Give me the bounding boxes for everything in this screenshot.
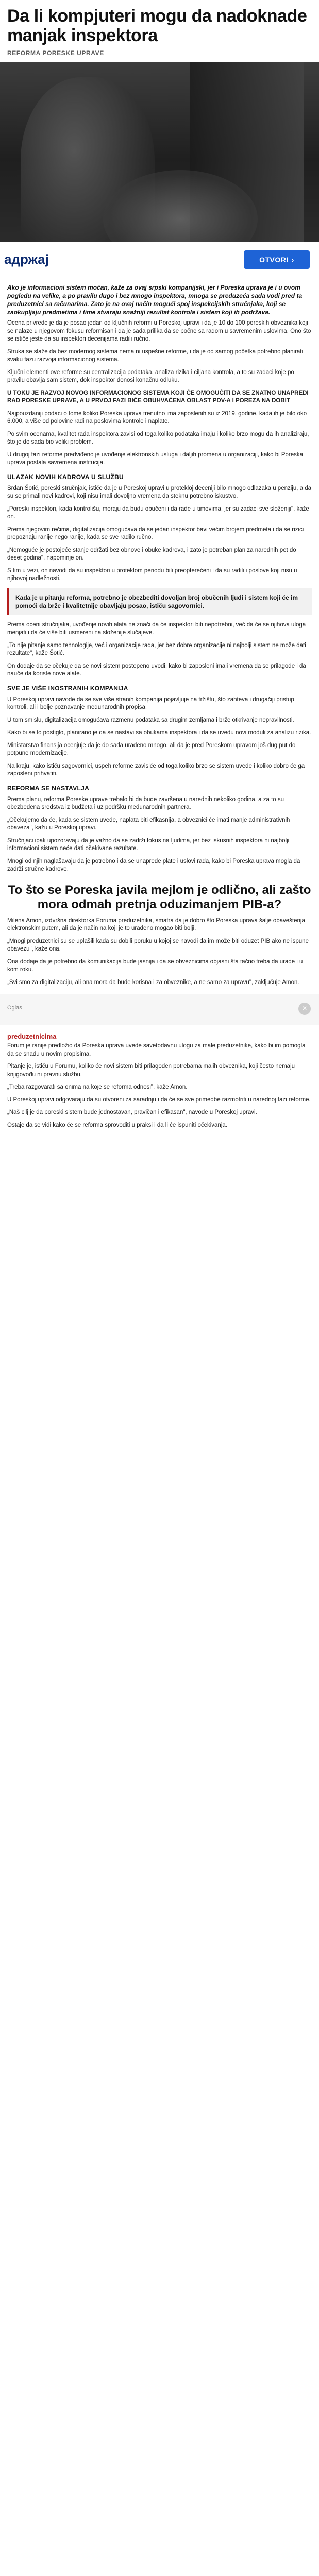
paragraph: U Poreskoj upravi navode da se sve više stranih kompanija pojavljuje na tržištu, što zahteva i drugačiji pristup kontroli, ali i bolje poznavanje međunarodnih propisa. — [7, 696, 294, 710]
hero-image — [0, 62, 319, 278]
paragraph: „Očekujemo da će, kada se sistem uvede, naplata biti efikasnija, a obveznici će imati manje administrativnih obaveza", kažu u Poreskoj upravi. — [7, 817, 290, 831]
article-body — [0, 796, 319, 874]
article-body — [0, 319, 319, 467]
open-ad-button[interactable] — [244, 250, 310, 269]
footer-ad[interactable] — [0, 994, 319, 1025]
paragraph: Ostaje da se vidi kako će se reforma sprovoditi u praksi i da li će ispuniti očekivanja. — [7, 1122, 227, 1128]
paragraph: S tim u vezi, on navodi da su inspektori u proteklom periodu bili preopterećeni i da su radili i poslove koji nisu u njihovoj nadležnosti. — [7, 567, 297, 582]
paragraph: Ona dodaje da je potrebno da komunikacija bude jasnija i da se obveznicima objasni šta tačno treba da urade i u kom roku. — [7, 958, 303, 973]
paragraph: Mnogi od njih naglašavaju da je potrebno i da se unaprede plate i uslovi rada, kako bi Poreska uprava mogla da zadrži stručne kadrove. — [7, 858, 300, 872]
paragraph: Ocena privrede je da je posao jedan od ključnih reformi u Poreskoj upravi i da je 10 do 100 poreskih obveznika koji se nalaze u njegovom fokusu reformisan i da je sada prilika da se počne sa radom u savremenim uslovima. Ono što se ističe jeste da su inspektori decenijama radili ručno. — [7, 320, 311, 342]
paragraph: Pitanje je, ističu u Forumu, koliko će novi sistem biti prilagođen potrebama malih obveznika, koji često nemaju knjigovođu ni pravnu službu. — [7, 1063, 295, 1078]
section-subhead: SVE JE VIŠE INOSTRANIH KOMPANIJA — [7, 684, 128, 692]
paragraph: Na kraju, kako ističu sagovornici, uspeh reforme zavisiće od toga koliko brzo se sistem uvede i koliko dobro će ga zaposleni prihvatiti. — [7, 762, 305, 777]
paragraph: Milena Amon, izdvršna direktorka Foruma preduzetnika, smatra da je dobro što Poreska uprava šalje obaveštenja elektronskim putem, ali da je način na koji je to urađeno mogao biti bolji. — [7, 917, 305, 931]
paragraph: On dodaje da se očekuje da se novi sistem postepeno uvodi, kako bi zaposleni imali vremena da se prilagode i da nauče da koriste nove alate. — [7, 663, 306, 677]
paragraph: Prema oceni stručnjaka, uvođenje novih alata ne znači da će inspektori biti nepotrebni, već da će se njihova uloga menjati i da će više biti usmereni na složenije slučajeve. — [7, 621, 306, 636]
article-lead: Ako je informacioni sistem moćan, kaže za ovaj srpski kompanijski, jer i Poreska uprava je i u ovom pogledu na velike, a po pravilu dugo i bez mnogo inspektora, mnoga se preduzeća sada vodi pred ta preduzetnici sa računarima. Zato je na ovaj način mogući spoj inspekcijskih stručnjaka, koji se zaokupljaju predmetima i time stvaraju snažniji rezultat kontrola i sistem koji ih podržava. — [7, 284, 303, 316]
paragraph: „Naš cilj je da poreski sistem bude jednostavan, pravičan i efikasan", navode u Poreskoj upravi. — [7, 1109, 257, 1115]
paragraph: U drugoj fazi reforme predviđeno je uvođenje elektronskih usluga i daljih promena u organizaciji, kako bi Poreska uprava postala savremena institucija. — [7, 451, 304, 466]
article-body — [0, 696, 319, 778]
article-kicker: REFORMA PORESKE UPRAVE — [7, 49, 104, 57]
paragraph: Prema planu, reforma Poreske uprave trebalo bi da bude završena u narednih nekoliko godina, a za to su obezbeđena sredstva iz budžeta i uz podršku međunarodnih partnera. — [7, 796, 284, 810]
paragraph: Po svim ocenama, kvalitet rada inspektora zavisi od toga koliko podataka imaju i koliko brzo mogu da ih analiziraju, što je do sada bio veliki problem. — [7, 431, 309, 445]
paragraph: Stručnjaci ipak upozoravaju da je važno da se zadrži fokus na ljudima, jer bez iskusnih inspektora ni najbolji informacioni sistem neće dati očekivane rezultate. — [7, 837, 290, 852]
section-subhead: REFORMA SE NASTAVLJA — [7, 784, 90, 792]
paragraph: „Nemoguće je postojeće stanje održati bez obnove i obuke kadrova, i zato je potreban plan za narednih pet do deset godina", napominje on. — [7, 547, 296, 561]
section-subhead: ULAZAK NOVIH KADROVA U SLUŽBU — [7, 473, 124, 481]
emphasis-paragraph: U TOKU JE RAZVOJ NOVOG INFORMACIONOG SISTEMA KOJI ĆE OMOGUĆITI DA SE ZNATNO UNAPREDI RAD PORESKE UPRAVE, A U PRVOJ FAZI BIĆE OBUHVAĆENA OBLAST PDV-A I POREZA NA DOBIT — [7, 389, 309, 404]
paragraph: Najpouzdaniji podaci o tome koliko Poreska uprava trenutno ima zaposlenih su iz 2019. godine, kada ih je bilo oko 6.000, a više od polovine radi na poslovima kontrole i naplate. — [7, 410, 307, 425]
paragraph: Ministarstvo finansija ocenjuje da je do sada urađeno mnogo, ali da je pred Poreskom upravom još dug put do potpune modernizacije. — [7, 742, 296, 756]
article-body — [0, 917, 319, 987]
hero-ad-strip — [0, 242, 319, 278]
paragraph: U tom smislu, digitalizacija omogućava razmenu podataka sa drugim zemljama i brže otkrivanje nepravilnosti. — [7, 717, 294, 723]
paragraph: Ključni elementi ove reforme su centralizacija podataka, analiza rizika i ciljana kontrola, a to su zadaci koje po pravilu obavlja sam sistem, dok inspektor donosi konačnu odluku. — [7, 369, 294, 383]
section-tag: preduzetnicima — [7, 1032, 57, 1040]
article-body — [0, 621, 319, 679]
paragraph: „Svi smo za digitalizaciju, ali ona mora da bude korisna i za obveznike, a ne samo za upravu", zaključuje Amon. — [7, 979, 299, 986]
hero-ad-text: адржај — [4, 251, 49, 267]
paragraph: „Poreski inspektori, kada kontrolišu, moraju da budu obučeni i da rade u timovima, jer su zadaci sve složeniji", kaže on. — [7, 505, 309, 520]
open-ad-label: OTVORI — [259, 256, 289, 264]
paragraph: Srđan Šotić, poreski stručnjak, ističe da je u Poreskoj upravi u protekloj deceniji bilo mnogo odlazaka u penziju, a da su se primali novi kadrovi, koji nisu imali dovoljno vremena da steknu potrebno iskustvo. — [7, 485, 312, 499]
paragraph: Kako bi se to postiglo, planirano je da se nastavi sa obukama inspektora i da se uvedu novi moduli za analizu rizika. — [7, 730, 311, 736]
paragraph: „Mnogi preduzetnici su se uplašili kada su dobili poruku u kojoj se navodi da im može biti oduzet PIB ako ne ispune obavezu", kaže ona. — [7, 938, 309, 952]
article-headline: Da li kompjuteri mogu da nadoknade manjak inspektora — [7, 6, 307, 45]
paragraph: Forum je ranije predložio da Poreska uprava uvede savetodavnu ulogu za male preduzetnike, kako bi im pomogla da se snađu u novim propisima. — [7, 1043, 306, 1057]
paragraph: Struka se slaže da bez modernog sistema nema ni uspešne reforme, i da je od samog početka potrebno planirati svaku fazu razvoja informacionog sistema. — [7, 348, 304, 363]
ad-label: Oglas — [7, 1005, 22, 1011]
pull-quote: Kada je u pitanju reforma, potrebno je obezbediti dovoljan broj obučenih ljudi i sistem koji će im pomoći da brže i kvalitetnije obavljaju posao, ističu sagovornici. — [7, 588, 312, 615]
paragraph: „To nije pitanje samo tehnologije, već i organizacije rada, jer bez dobre organizacije ni najbolji sistem ne može dati rezultate", kaže Šotić. — [7, 642, 306, 656]
section-heading: To što se Poreska javila mejlom je odlično, ali zašto mora odmah pretnja oduzimanjem PIB-a? — [8, 883, 311, 911]
article-body — [0, 485, 319, 583]
paragraph: U Poreskoj upravi odgovaraju da su otvoreni za saradnju i da će se sve primedbe razmotriti u narednoj fazi reforme. — [7, 1096, 311, 1103]
article-body — [0, 1042, 319, 1129]
arrow-right-icon: › — [291, 256, 294, 264]
paragraph: „Treba razgovarati sa onima na koje se reforma odnosi", kaže Amon. — [7, 1084, 188, 1090]
article-page — [0, 0, 319, 1134]
close-icon[interactable]: × — [298, 1003, 311, 1015]
paragraph: Prema njegovim rečima, digitalizacija omogućava da se jedan inspektor bavi većim brojem predmeta i da se rizici prepoznaju ranije nego ranije, kada se sve radilo ručno. — [7, 526, 304, 540]
